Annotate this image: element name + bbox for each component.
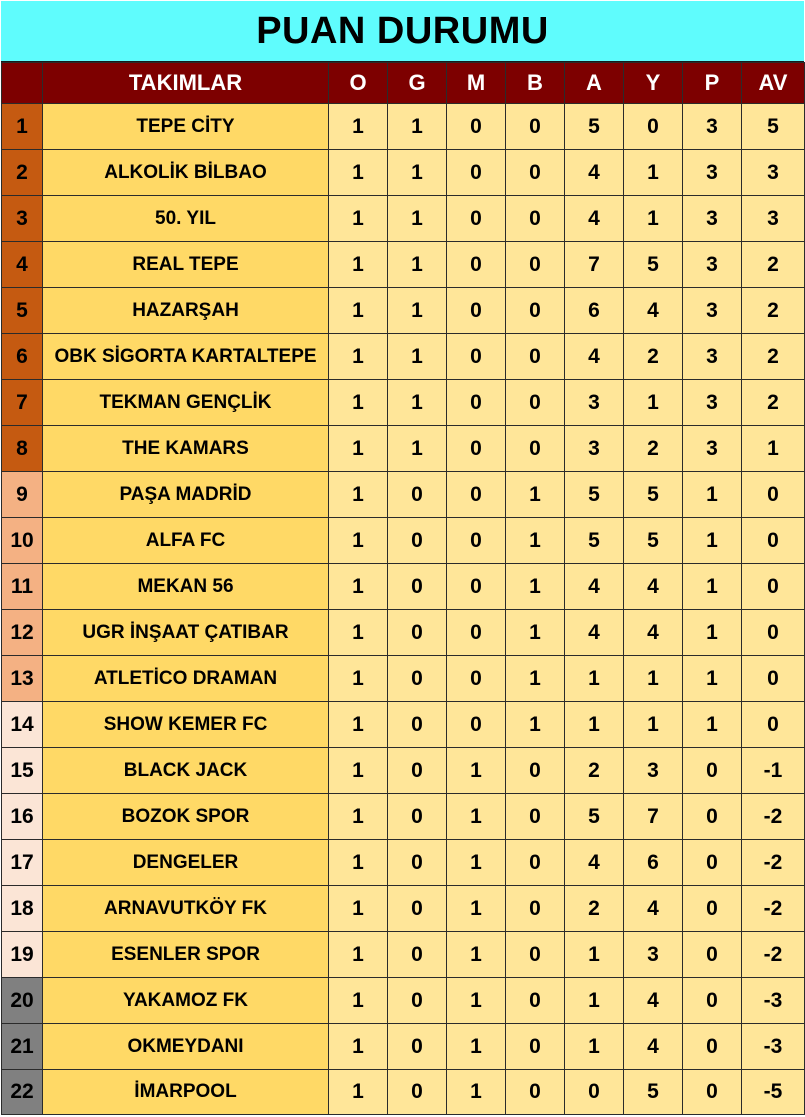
goals-for-cell: 4: [565, 196, 624, 242]
drawn-cell: 1: [506, 472, 565, 518]
lost-cell: 0: [447, 150, 506, 196]
points-cell: 0: [683, 794, 742, 840]
goals-against-cell: 1: [624, 196, 683, 242]
won-cell: 0: [388, 886, 447, 932]
goals-for-cell: 4: [565, 150, 624, 196]
table-row: [2, 472, 805, 518]
points-cell: 3: [683, 288, 742, 334]
team-name: TEKMAN GENÇLİK: [43, 380, 329, 426]
played-cell: 1: [329, 150, 388, 196]
won-cell: 1: [388, 426, 447, 472]
average-cell: 2: [742, 334, 805, 380]
team-name: ALFA FC: [43, 518, 329, 564]
average-cell: 0: [742, 610, 805, 656]
standings-table: [1, 62, 805, 1115]
drawn-cell: 0: [506, 426, 565, 472]
won-cell: 1: [388, 104, 447, 150]
points-cell: 0: [683, 748, 742, 794]
drawn-cell: 0: [506, 380, 565, 426]
played-cell: 1: [329, 794, 388, 840]
average-cell: 2: [742, 242, 805, 288]
goals-against-cell: 5: [624, 518, 683, 564]
played-cell: 1: [329, 748, 388, 794]
table-row: [2, 794, 805, 840]
drawn-cell: 0: [506, 288, 565, 334]
table-row: [2, 150, 805, 196]
lost-cell: 0: [447, 564, 506, 610]
won-cell: 0: [388, 702, 447, 748]
average-cell: 0: [742, 656, 805, 702]
goals-for-cell: 1: [565, 978, 624, 1024]
position-cell: 16: [2, 794, 43, 840]
position-cell: 11: [2, 564, 43, 610]
team-name: SHOW KEMER FC: [43, 702, 329, 748]
position-cell: 17: [2, 840, 43, 886]
goals-for-cell: 4: [565, 564, 624, 610]
played-cell: 1: [329, 564, 388, 610]
header-row: [2, 63, 805, 104]
table-row: [2, 610, 805, 656]
goals-against-cell: 3: [624, 748, 683, 794]
played-cell: 1: [329, 242, 388, 288]
points-cell: 3: [683, 150, 742, 196]
lost-cell: 1: [447, 840, 506, 886]
points-cell: 0: [683, 978, 742, 1024]
team-name: YAKAMOZ FK: [43, 978, 329, 1024]
won-cell: 0: [388, 794, 447, 840]
points-cell: 0: [683, 840, 742, 886]
points-cell: 1: [683, 610, 742, 656]
goals-for-cell: 3: [565, 426, 624, 472]
table-row: [2, 334, 805, 380]
drawn-cell: 1: [506, 610, 565, 656]
average-cell: 0: [742, 564, 805, 610]
won-cell: 0: [388, 518, 447, 564]
played-cell: 1: [329, 610, 388, 656]
lost-cell: 1: [447, 1024, 506, 1070]
drawn-cell: 1: [506, 656, 565, 702]
won-cell: 0: [388, 1024, 447, 1070]
goals-against-cell: 6: [624, 840, 683, 886]
drawn-cell: 0: [506, 242, 565, 288]
goals-against-cell: 5: [624, 1070, 683, 1115]
table-row: [2, 426, 805, 472]
header-position: [2, 63, 43, 104]
header-average: AV: [742, 63, 805, 104]
goals-for-cell: 5: [565, 794, 624, 840]
team-name: DENGELER: [43, 840, 329, 886]
played-cell: 1: [329, 1070, 388, 1115]
played-cell: 1: [329, 104, 388, 150]
points-cell: 1: [683, 656, 742, 702]
average-cell: 3: [742, 150, 805, 196]
goals-for-cell: 1: [565, 1024, 624, 1070]
average-cell: 0: [742, 518, 805, 564]
goals-against-cell: 4: [624, 564, 683, 610]
position-cell: 14: [2, 702, 43, 748]
position-cell: 12: [2, 610, 43, 656]
played-cell: 1: [329, 1024, 388, 1070]
lost-cell: 0: [447, 334, 506, 380]
standings-body: [2, 104, 805, 1115]
table-row: [2, 564, 805, 610]
points-cell: 1: [683, 472, 742, 518]
goals-for-cell: 5: [565, 472, 624, 518]
team-name: THE KAMARS: [43, 426, 329, 472]
goals-for-cell: 5: [565, 104, 624, 150]
lost-cell: 0: [447, 472, 506, 518]
header-played: O: [329, 63, 388, 104]
team-name: MEKAN 56: [43, 564, 329, 610]
page-title: PUAN DURUMU: [1, 1, 804, 62]
position-cell: 18: [2, 886, 43, 932]
lost-cell: 0: [447, 242, 506, 288]
table-row: [2, 380, 805, 426]
goals-against-cell: 4: [624, 978, 683, 1024]
lost-cell: 0: [447, 196, 506, 242]
position-cell: 13: [2, 656, 43, 702]
position-cell: 1: [2, 104, 43, 150]
won-cell: 1: [388, 242, 447, 288]
lost-cell: 0: [447, 610, 506, 656]
goals-against-cell: 1: [624, 150, 683, 196]
average-cell: 3: [742, 196, 805, 242]
table-row: [2, 886, 805, 932]
won-cell: 0: [388, 932, 447, 978]
team-name: OBK SİGORTA KARTALTEPE: [43, 334, 329, 380]
won-cell: 0: [388, 610, 447, 656]
won-cell: 0: [388, 1070, 447, 1115]
played-cell: 1: [329, 886, 388, 932]
team-name: BOZOK SPOR: [43, 794, 329, 840]
won-cell: 0: [388, 564, 447, 610]
lost-cell: 1: [447, 1070, 506, 1115]
points-cell: 3: [683, 426, 742, 472]
drawn-cell: 0: [506, 978, 565, 1024]
points-cell: 0: [683, 886, 742, 932]
played-cell: 1: [329, 702, 388, 748]
points-cell: 3: [683, 104, 742, 150]
lost-cell: 0: [447, 104, 506, 150]
goals-against-cell: 5: [624, 472, 683, 518]
team-name: İMARPOOL: [43, 1070, 329, 1115]
average-cell: 2: [742, 288, 805, 334]
header-points: P: [683, 63, 742, 104]
points-cell: 1: [683, 564, 742, 610]
position-cell: 4: [2, 242, 43, 288]
table-row: [2, 840, 805, 886]
goals-against-cell: 5: [624, 242, 683, 288]
position-cell: 21: [2, 1024, 43, 1070]
won-cell: 0: [388, 656, 447, 702]
goals-against-cell: 2: [624, 426, 683, 472]
lost-cell: 1: [447, 748, 506, 794]
lost-cell: 0: [447, 380, 506, 426]
points-cell: 3: [683, 242, 742, 288]
played-cell: 1: [329, 380, 388, 426]
table-row: [2, 702, 805, 748]
points-cell: 3: [683, 334, 742, 380]
table-row: [2, 932, 805, 978]
played-cell: 1: [329, 932, 388, 978]
header-goals-against: Y: [624, 63, 683, 104]
team-name: TEPE CİTY: [43, 104, 329, 150]
position-cell: 22: [2, 1070, 43, 1115]
goals-against-cell: 3: [624, 932, 683, 978]
table-row: [2, 1024, 805, 1070]
position-cell: 6: [2, 334, 43, 380]
points-cell: 3: [683, 196, 742, 242]
header-goals-for: A: [565, 63, 624, 104]
team-name: ATLETİCO DRAMAN: [43, 656, 329, 702]
table-row: [2, 518, 805, 564]
goals-against-cell: 4: [624, 288, 683, 334]
lost-cell: 1: [447, 794, 506, 840]
header-drawn: B: [506, 63, 565, 104]
position-cell: 8: [2, 426, 43, 472]
table-row: [2, 196, 805, 242]
goals-for-cell: 1: [565, 656, 624, 702]
played-cell: 1: [329, 196, 388, 242]
played-cell: 1: [329, 472, 388, 518]
table-row: [2, 978, 805, 1024]
lost-cell: 0: [447, 426, 506, 472]
won-cell: 0: [388, 472, 447, 518]
points-cell: 0: [683, 1070, 742, 1115]
goals-against-cell: 7: [624, 794, 683, 840]
won-cell: 0: [388, 978, 447, 1024]
drawn-cell: 0: [506, 334, 565, 380]
header-teams: TAKIMLAR: [43, 63, 329, 104]
position-cell: 3: [2, 196, 43, 242]
goals-for-cell: 0: [565, 1070, 624, 1115]
drawn-cell: 1: [506, 518, 565, 564]
lost-cell: 0: [447, 288, 506, 334]
position-cell: 7: [2, 380, 43, 426]
average-cell: 5: [742, 104, 805, 150]
drawn-cell: 1: [506, 564, 565, 610]
goals-against-cell: 1: [624, 656, 683, 702]
lost-cell: 0: [447, 518, 506, 564]
average-cell: -2: [742, 794, 805, 840]
played-cell: 1: [329, 288, 388, 334]
average-cell: -2: [742, 840, 805, 886]
team-name: ALKOLİK BİLBAO: [43, 150, 329, 196]
team-name: BLACK JACK: [43, 748, 329, 794]
goals-against-cell: 1: [624, 380, 683, 426]
won-cell: 1: [388, 380, 447, 426]
average-cell: -3: [742, 1024, 805, 1070]
drawn-cell: 0: [506, 1070, 565, 1115]
points-cell: 0: [683, 932, 742, 978]
drawn-cell: 0: [506, 1024, 565, 1070]
won-cell: 1: [388, 150, 447, 196]
played-cell: 1: [329, 840, 388, 886]
goals-against-cell: 0: [624, 104, 683, 150]
average-cell: 0: [742, 472, 805, 518]
drawn-cell: 0: [506, 840, 565, 886]
team-name: OKMEYDANI: [43, 1024, 329, 1070]
goals-against-cell: 1: [624, 702, 683, 748]
goals-against-cell: 2: [624, 334, 683, 380]
drawn-cell: 0: [506, 932, 565, 978]
won-cell: 1: [388, 196, 447, 242]
team-name: 50. YIL: [43, 196, 329, 242]
points-cell: 1: [683, 518, 742, 564]
position-cell: 15: [2, 748, 43, 794]
lost-cell: 0: [447, 702, 506, 748]
average-cell: -2: [742, 886, 805, 932]
average-cell: 1: [742, 426, 805, 472]
position-cell: 19: [2, 932, 43, 978]
goals-for-cell: 4: [565, 840, 624, 886]
goals-for-cell: 2: [565, 886, 624, 932]
position-cell: 20: [2, 978, 43, 1024]
drawn-cell: 0: [506, 748, 565, 794]
average-cell: -3: [742, 978, 805, 1024]
team-name: REAL TEPE: [43, 242, 329, 288]
team-name: UGR İNŞAAT ÇATIBAR: [43, 610, 329, 656]
lost-cell: 0: [447, 656, 506, 702]
table-row: [2, 656, 805, 702]
goals-for-cell: 1: [565, 932, 624, 978]
drawn-cell: 0: [506, 150, 565, 196]
drawn-cell: 1: [506, 702, 565, 748]
played-cell: 1: [329, 978, 388, 1024]
position-cell: 2: [2, 150, 43, 196]
points-cell: 3: [683, 380, 742, 426]
won-cell: 0: [388, 748, 447, 794]
position-cell: 9: [2, 472, 43, 518]
goals-for-cell: 1: [565, 702, 624, 748]
team-name: ESENLER SPOR: [43, 932, 329, 978]
table-row: [2, 104, 805, 150]
goals-against-cell: 4: [624, 886, 683, 932]
goals-for-cell: 4: [565, 334, 624, 380]
won-cell: 1: [388, 334, 447, 380]
goals-against-cell: 4: [624, 610, 683, 656]
team-name: PAŞA MADRİD: [43, 472, 329, 518]
goals-for-cell: 3: [565, 380, 624, 426]
won-cell: 0: [388, 840, 447, 886]
lost-cell: 1: [447, 886, 506, 932]
played-cell: 1: [329, 426, 388, 472]
goals-against-cell: 4: [624, 1024, 683, 1070]
table-row: [2, 1070, 805, 1115]
goals-for-cell: 2: [565, 748, 624, 794]
table-row: [2, 288, 805, 334]
points-cell: 1: [683, 702, 742, 748]
played-cell: 1: [329, 518, 388, 564]
goals-for-cell: 7: [565, 242, 624, 288]
drawn-cell: 0: [506, 886, 565, 932]
table-row: [2, 242, 805, 288]
played-cell: 1: [329, 656, 388, 702]
average-cell: 2: [742, 380, 805, 426]
team-name: ARNAVUTKÖY FK: [43, 886, 329, 932]
average-cell: -1: [742, 748, 805, 794]
header-lost: M: [447, 63, 506, 104]
header-won: G: [388, 63, 447, 104]
position-cell: 10: [2, 518, 43, 564]
average-cell: -2: [742, 932, 805, 978]
lost-cell: 1: [447, 978, 506, 1024]
lost-cell: 1: [447, 932, 506, 978]
played-cell: 1: [329, 334, 388, 380]
average-cell: -5: [742, 1070, 805, 1115]
goals-for-cell: 6: [565, 288, 624, 334]
goals-for-cell: 5: [565, 518, 624, 564]
goals-for-cell: 4: [565, 610, 624, 656]
drawn-cell: 0: [506, 794, 565, 840]
position-cell: 5: [2, 288, 43, 334]
won-cell: 1: [388, 288, 447, 334]
table-row: [2, 748, 805, 794]
drawn-cell: 0: [506, 196, 565, 242]
drawn-cell: 0: [506, 104, 565, 150]
average-cell: 0: [742, 702, 805, 748]
points-cell: 0: [683, 1024, 742, 1070]
team-name: HAZARŞAH: [43, 288, 329, 334]
